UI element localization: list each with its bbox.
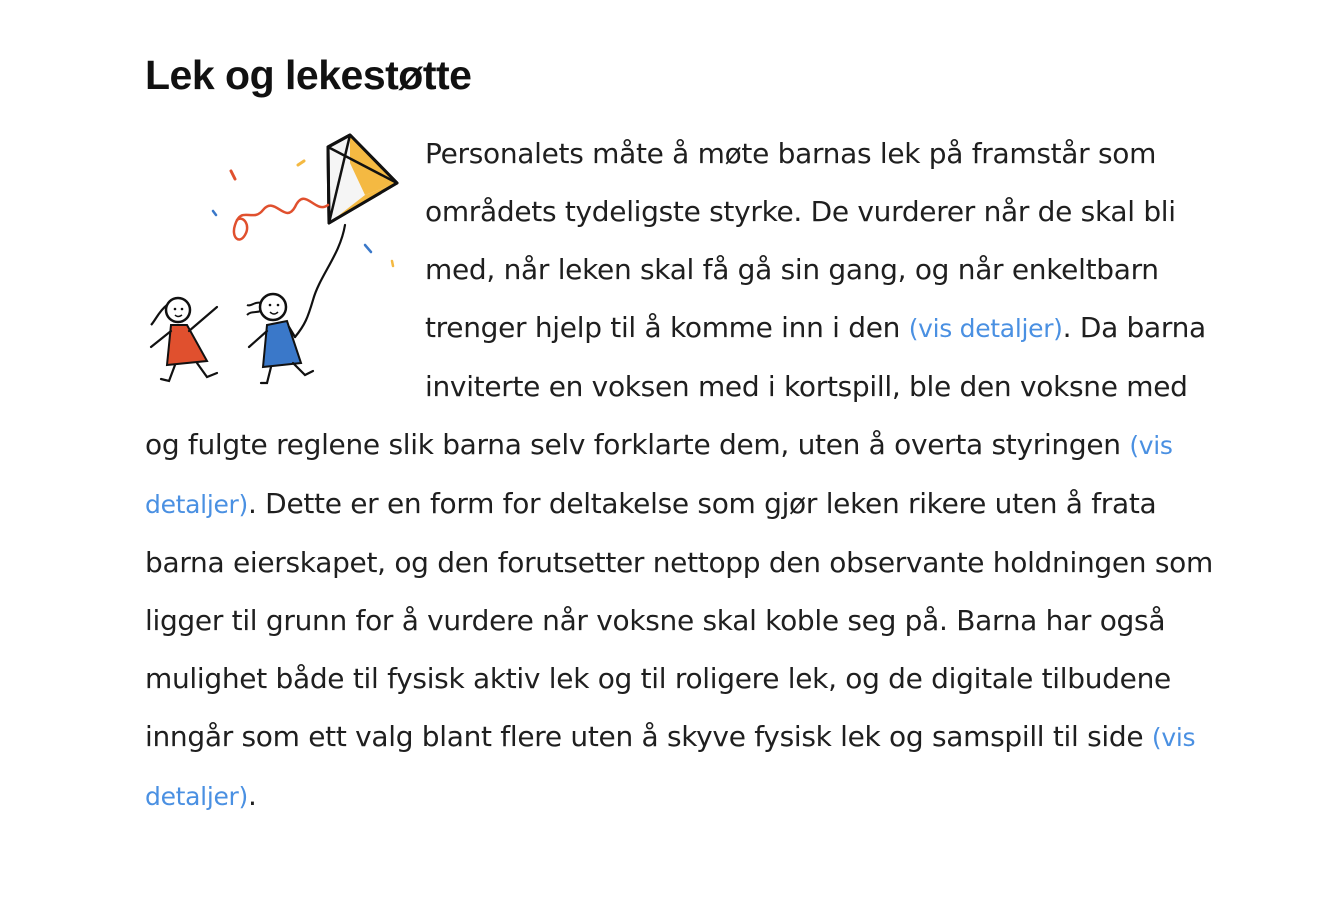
kite-children-illustration: [145, 125, 425, 400]
article-section: [145, 48, 1230, 826]
paragraph-text-3: . Dette er en form for deltakelse som gjør leken rikere uten å frata barna eierskapet, og den forutsetter nettopp den observante holdningen som ligger til grunn for å vurdere når voksne skal koble seg på. Barna har også mulighet både til fysisk aktiv lek og til roligere lek, og de digitale tilbudene inngår som ett valg blant flere uten å skyve fysisk lek og samspill til side: [145, 487, 1213, 753]
show-details-link-3[interactable]: (vis detaljer): [145, 723, 1196, 811]
show-details-link-2[interactable]: (vis detaljer): [145, 431, 1173, 519]
paragraph-text-4: .: [247, 779, 257, 812]
section-heading: Lek og lekestøtte: [145, 52, 472, 98]
section-paragraph: [145, 125, 1230, 826]
child-blue-dress-icon: [247, 294, 313, 383]
kite-icon: [328, 135, 397, 223]
child-red-dress-icon: [151, 298, 217, 381]
paragraph-text-1: Personalets måte å møte barnas lek på framstår som områdets tydeligste styrke. De vurderer når de skal bli med, når leken skal få gå sin gang, og når enkeltbarn trenger hjelp til å komme inn i den: [425, 137, 1176, 344]
show-details-link-1[interactable]: (vis detaljer): [908, 314, 1063, 343]
paragraph-text-2: . Da barna inviterte en voksen med i kortspill, ble den voksne med og fulgte reglene slik barna selv forklarte dem, uten å overta styringen: [145, 311, 1206, 461]
